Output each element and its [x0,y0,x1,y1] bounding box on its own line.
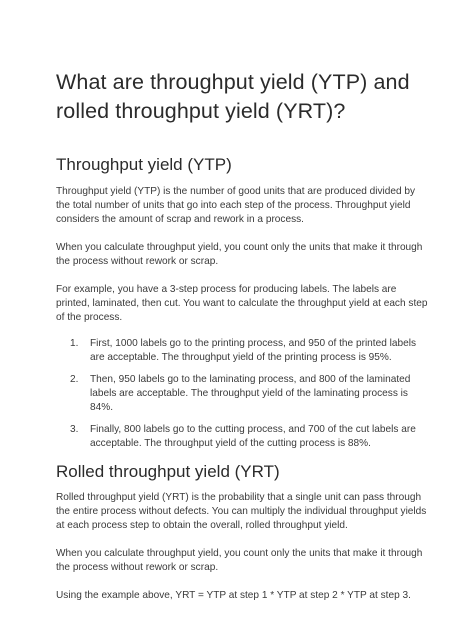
section-heading-throughput-yield: Throughput yield (YTP) [56,155,232,174]
section-heading-rolled-throughput-yield: Rolled throughput yield (YRT) [56,462,280,481]
list-number: 1. [70,338,79,349]
steps-list [56,337,430,451]
paragraph: When you calculate throughput yield, you count only the units that make it through the process without rework or scrap. [56,548,423,573]
list-number: 2. [70,374,79,385]
list-item-text: Then, 950 labels go to the laminating process, and 800 of the laminated labels are acceptable. The throughput yield of the laminating process is 84%. [90,374,411,413]
list-number: 3. [70,424,79,435]
list-item [70,423,430,451]
document-title: What are throughput yield (YTP) and rolled throughput yield (YRT)? [56,70,410,123]
paragraph: Using the example above, YRT = YTP at step 1 * YTP at step 2 * YTP at step 3. [56,590,411,601]
list-item [70,373,430,415]
list-item-text: Finally, 800 labels go to the cutting process, and 700 of the cut labels are acceptable. The throughput yield of the cutting process is 88%. [90,424,416,449]
paragraph: For example, you have a 3-step process for producing labels. The labels are printed, laminated, then cut. You want to calculate the throughput yield at each step of the process. [56,284,428,323]
paragraph: Throughput yield (YTP) is the number of good units that are produced divided by the total number of units that go into each step of the process. Throughput yield considers the amount of scrap and rework in a process. [56,186,416,225]
paragraph: When you calculate throughput yield, you count only the units that make it through the process without rework or scrap. [56,242,423,267]
list-item [70,337,430,365]
paragraph: Rolled throughput yield (YRT) is the probability that a single unit can pass through the entire process without defects. You can multiply the individual throughput yields at each process step to obtain the overall, rolled throughput yield. [56,492,427,531]
list-item-text: First, 1000 labels go to the printing process, and 950 of the printed labels are acceptable. The throughput yield of the printing process is 95%. [90,338,417,363]
